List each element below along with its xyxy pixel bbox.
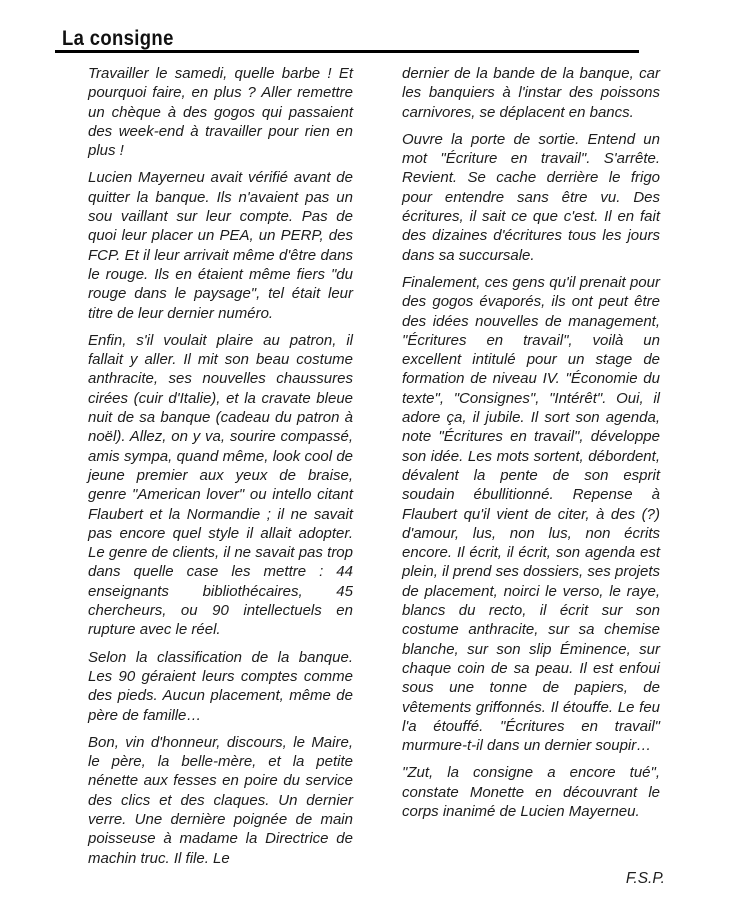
paragraph: Bon, vin d'honneur, discours, le Maire, le père, la belle-mère, et la petite nénette aux fesses en poire du service des clics et des claques. Un dernier verre. Une dernière poignée de main poisseuse à madame la Directrice de machin truc. Il file. Le [88,733,353,867]
paragraph: "Zut, la consigne a encore tué", constate Monette en découvrant le corps inanimé de Lucien Mayerneu. [402,764,660,820]
paragraph: Enfin, s'il voulait plaire au patron, il fallait y aller. Il mit son beau costume anthracite, ses nouvelles chaussures cirées (cuir d'Italie), et la cravate bleue nuit de sa banque (cadeau du patron à noël). Allez, on y va, sourire compassé, amis sympa, quand même, look cool de jeune premier aux yeux de braise, genre "American lover" ou intello citant Flaubert et la Normandie ; il ne savait pas encore quel style il allait adopter. Le genre de clients, il ne savait pas trop dans quelle case les mettre : 44 enseignants bibliothécaires, 45 chercheurs, ou 90 intellectuels en rupture avec le réel. [88,331,353,639]
page-title: La consigne [62,27,174,50]
left-column [88,64,353,876]
paragraph: Lucien Mayerneu avait vérifié avant de quitter la banque. Ils n'avaient pas un sou vaillant sur leur compte. Pas de quoi leur placer un PEA, un PERP, des FCP. Et il leur arrivait même d'être dans le rouge. Ils en étaient même fiers "du rouge dans le paysage", tel était leur titre de leur dernier numéro. [88,169,353,322]
author-initials: F.S.P. [625,870,665,887]
article-body [88,64,660,876]
paragraph: dernier de la bande de la banque, car les banquiers à l'instar des poissons carnivores, se déplacent en bancs. [402,65,660,121]
paragraph: Ouvre la porte de sortie. Entend un mot "Écriture en travail". S'arrête. Revient. Se cache derrière le frigo pour entendre sans être vu. Des écritures, il sait ce que c'est. Il en fait des dizaines d'écritures tous les jours dans sa succursale. [402,130,660,264]
paragraph: Selon la classification de la banque. Les 90 géraient leurs comptes comme des pieds. Aucun placement, même de père de famille… [88,648,353,724]
title-underline-rule [55,50,639,53]
right-column [402,64,660,829]
paragraph: Travailler le samedi, quelle barbe ! Et pourquoi faire, en plus ? Aller remettre un chèque à des gogos qui passaient des week-end à travailler pour rien en plus ! [88,65,353,160]
paragraph: Finalement, ces gens qu'il prenait pour des gogos évaporés, ils ont peut être des idées nouvelles de management, "Écritures en travail", voilà un excellent intitulé pour un stage de formation de niveau IV. "Économie du texte", "Consignes", "Intérêt". Oui, il adore ça, il jubile. Il sort son agenda, note "Écritures en travail", développe son idée. Les mots sortent, débordent, dévalent la pente de son esprit soudain ébullitionné. Repense à Flaubert qu'il vient de citer, à des (?) d'amour, lus, non lus, non écrits encore. Il écrit, il écrit, son agenda est plein, il prend ses dossiers, ses projets de placement, noirci le verso, le raye, blancs du recto, il écrit sur son costume anthracite, sur sa chemise blanche, sur son slip Éminence, sur chaque coin de sa peau. Il est enfoui sous une tonne de papiers, de vêtements griffonnés. Il étouffe. Le feu l'a étouffé. "Écritures en travail" murmure-t-il dans un dernier soupir… [402,273,660,755]
